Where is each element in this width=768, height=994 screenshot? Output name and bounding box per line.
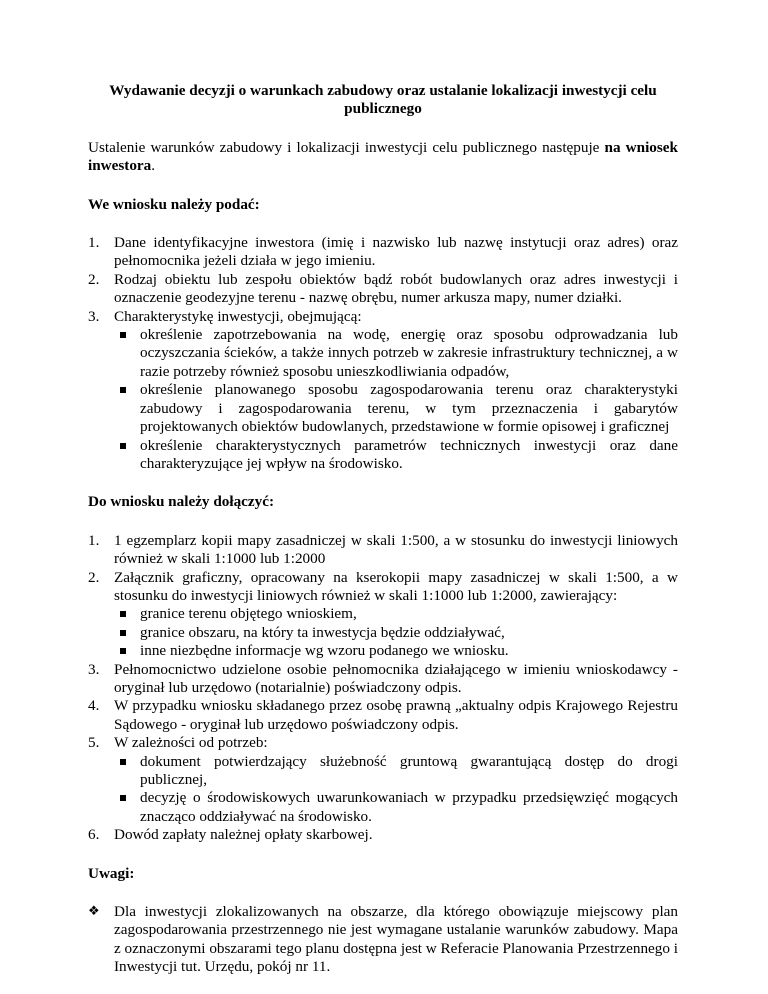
list-item <box>88 826 678 844</box>
list-item-text: Dane identyfikacyjne inwestora (imię i nazwisko lub nazwę instytucji oraz adres) oraz pełnomocnika jeżeli działa w jego imieniu. <box>114 234 678 270</box>
sub-list-item-text: granice terenu objętego wnioskiem, <box>140 605 357 623</box>
square-bullet-icon <box>120 795 126 801</box>
list-number: 3. <box>88 660 100 678</box>
sub-list-item <box>114 789 678 826</box>
list-number: 6. <box>88 826 100 844</box>
note-item <box>88 903 678 977</box>
diamond-bullet-icon: ❖ <box>88 904 100 920</box>
note-text: Dla inwestycji zlokalizowanych na obszarze, dla którego obowiązuje miejscowy plan zagospodarowania przestrzennego nie jest wymagane ustalanie warunków zabudowy. Mapa z oznaczonymi obszarami tego planu dostępna jest w Referacie Planowania Przestrzennego i Inwestycji tut. Urzędu, pokój nr 11. <box>114 903 678 976</box>
list-number: 1. <box>88 234 100 252</box>
list-item <box>88 532 678 569</box>
section-heading-notes: Uwagi: <box>88 864 135 882</box>
list-item-text: Charakterystykę inwestycji, obejmującą: <box>114 307 362 325</box>
sub-list-item <box>114 381 678 436</box>
list-item-text: Rodzaj obiektu lub zespołu obiektów bądź robót budowlanych oraz adres inwestycji i oznaczenie geodezyjne terenu - nazwę obrębu, numer arkusza mapy, numer działki. <box>114 270 678 307</box>
sub-list <box>114 753 678 827</box>
list-item <box>88 308 678 474</box>
square-bullet-icon <box>120 611 126 617</box>
square-bullet-icon <box>120 443 126 449</box>
intro-bold: na wniosek inwestora <box>88 138 678 175</box>
notes-list <box>88 903 678 977</box>
list-item <box>88 697 678 734</box>
sub-list-item-text: określenie charakterystycznych parametrów technicznych inwestycji oraz dane charakteryzujące jej wpływ na środowisko. <box>140 436 678 472</box>
list-number: 4. <box>88 697 100 715</box>
list-number: 5. <box>88 734 100 752</box>
list-item-text: Dowód zapłaty należnej opłaty skarbowej. <box>114 826 373 844</box>
sub-list-item-text: określenie zapotrzebowania na wodę, energię oraz sposobu odprowadzania lub oczyszczania ścieków, a także innych potrzeb w zakresie infrastruktury technicznej, a w razie potrzeby również sposobu unieszkodliwiania odpadów, <box>140 326 678 380</box>
sub-list-item-text: określenie planowanego sposobu zagospodarowania terenu oraz charakterystyki zabudowy i zagospodarowania terenu, w tym przeznaczenia i gabarytów projektowanych obiektów budowlanych, przedstawione w formie opisowej i graficznej <box>140 381 678 436</box>
page-title: Wydawanie decyzji o warunkach zabudowy oraz ustalanie lokalizacji inwestycji celu publicznego <box>109 82 657 118</box>
list-item <box>88 271 678 308</box>
sub-list-item <box>114 642 678 660</box>
sub-list-item <box>114 605 678 623</box>
square-bullet-icon <box>120 630 126 636</box>
list-item-text: W zależności od potrzeb: <box>114 734 268 752</box>
list-number: 1. <box>88 531 100 549</box>
sub-list-item-text: granice obszaru, na który ta inwestycja będzie oddziaływać, <box>140 623 505 641</box>
list-number: 2. <box>88 568 100 586</box>
application-list <box>88 234 678 473</box>
list-item <box>88 661 678 698</box>
list-item-text: Pełnomocnictwo udzielone osobie pełnomocnika działającego w imieniu wnioskodawcy - oryginał lub urzędowo (notarialnie) poświadczony odpis. <box>114 660 678 696</box>
list-item-text: Załącznik graficzny, opracowany na kserokopii mapy zasadniczej w skali 1:500, a w stosunku do inwestycji liniowych również w skali 1:1000 lub 1:2000, zawierający: <box>114 568 678 604</box>
square-bullet-icon <box>120 648 126 654</box>
list-item <box>88 234 678 271</box>
sub-list-item <box>114 753 678 790</box>
section-heading-attachments: Do wniosku należy dołączyć: <box>88 493 275 511</box>
list-number: 3. <box>88 307 100 325</box>
sub-list <box>114 326 678 473</box>
intro-paragraph <box>88 139 678 176</box>
sub-list-item-text: inne niezbędne informacje wg wzoru podanego we wniosku. <box>140 642 509 660</box>
attachments-list <box>88 532 678 845</box>
list-item <box>88 569 678 661</box>
sub-list-item <box>114 624 678 642</box>
list-item-text: W przypadku wniosku składanego przez osobę prawną „aktualny odpis Krajowego Rejestru Sądowego - oryginał lub urzędowo poświadczony odpis. <box>114 697 678 733</box>
square-bullet-icon <box>120 759 126 765</box>
square-bullet-icon <box>120 332 126 338</box>
intro-text: Ustalenie warunków zabudowy i lokalizacji inwestycji celu publicznego następuje <box>88 138 605 156</box>
sub-list-item <box>114 437 678 474</box>
sub-list-item <box>114 326 678 381</box>
sub-list-item-text: dokument potwierdzający służebność gruntową gwarantującą dostęp do drogi publicznej, <box>140 752 678 788</box>
list-item <box>88 734 678 826</box>
intro-end: . <box>151 157 156 175</box>
sub-list <box>114 605 678 660</box>
sub-list-item-text: decyzję o środowiskowych uwarunkowaniach w przypadku przedsięwzięć mogących znacząco oddziaływać na środowisko. <box>140 789 678 825</box>
list-number: 2. <box>88 270 100 288</box>
list-item-text: 1 egzemplarz kopii mapy zasadniczej w skali 1:500, a w stosunku do inwestycji liniowych również w skali 1:1000 lub 1:2000 <box>114 531 678 568</box>
section-heading-application: We wniosku należy podać: <box>88 195 260 213</box>
square-bullet-icon <box>120 387 126 393</box>
